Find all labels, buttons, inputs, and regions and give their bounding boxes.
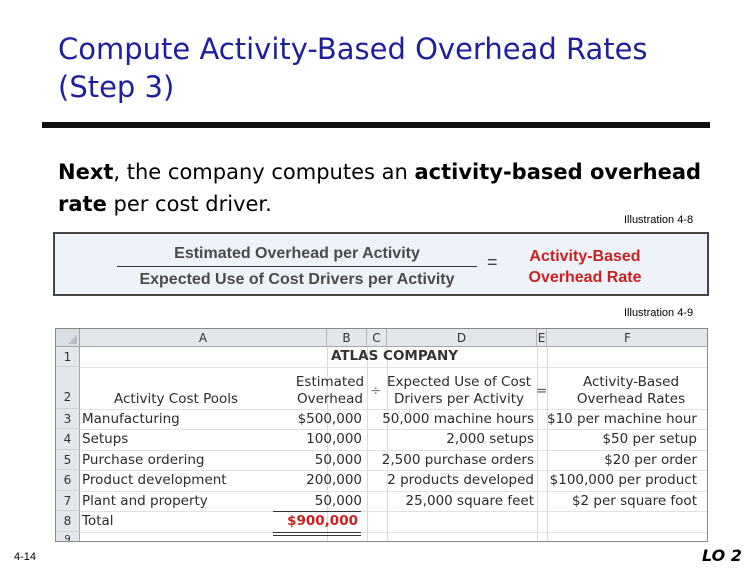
overhead-cell: $500,000: [297, 411, 362, 427]
row-header[interactable]: 4: [56, 429, 80, 450]
formula-denominator: Expected Use of Cost Drivers per Activity: [139, 271, 455, 288]
overhead-cell: 200,000: [306, 472, 362, 488]
equals-sign: =: [536, 383, 548, 399]
illustration-label-4-8: Illustration 4-8: [624, 214, 694, 226]
rate-cell: $100,000 per product: [549, 472, 697, 488]
spreadsheet: [55, 328, 708, 542]
rate-cell: $2 per square foot: [571, 493, 697, 509]
learning-objective: LO 2: [702, 546, 742, 565]
illustration-label-4-9: Illustration 4-9: [624, 307, 694, 319]
pool-cell: Purchase ordering: [82, 452, 205, 468]
title-line-1: Compute Activity-Based Overhead Rates: [58, 32, 648, 66]
column-header-c[interactable]: C: [367, 329, 387, 347]
column-header-b[interactable]: B: [327, 329, 367, 347]
slide-title: [58, 30, 648, 106]
rate-cell: $50 per setup: [602, 431, 697, 447]
header-estimated-overhead: Estimated Overhead: [295, 374, 365, 407]
pool-cell: Product development: [82, 472, 227, 488]
title-divider: [42, 122, 710, 128]
column-header-d[interactable]: D: [387, 329, 537, 347]
formula-fraction: [117, 243, 477, 290]
row-header[interactable]: 1: [56, 347, 80, 367]
formula-result: Activity-Based Overhead Rate: [528, 248, 642, 286]
header-activity-cost-pools: Activity Cost Pools: [114, 391, 239, 407]
fraction-bar: [117, 266, 477, 267]
total-double-underline: [273, 532, 361, 536]
formula-box: [53, 232, 709, 296]
overhead-cell: 50,000: [314, 452, 362, 468]
rate-cell: $20 per order: [604, 452, 697, 468]
pool-cell: Manufacturing: [82, 411, 180, 427]
drivers-cell: 2,500 purchase orders: [381, 452, 534, 468]
column-header-f[interactable]: F: [547, 329, 708, 347]
overhead-cell: 50,000: [314, 493, 362, 509]
body-paragraph: [58, 156, 718, 220]
row-header[interactable]: 7: [56, 491, 80, 511]
column-header-a[interactable]: A: [80, 329, 327, 347]
rate-cell: $10 per machine hour: [546, 411, 697, 427]
formula-equals: =: [487, 252, 498, 272]
row-header[interactable]: 5: [56, 450, 80, 470]
total-top-rule: [273, 511, 361, 512]
header-expected-use: Expected Use of Cost Drivers per Activity: [386, 374, 532, 407]
header-overhead-rates: Activity-Based Overhead Rates: [576, 374, 686, 407]
row-header[interactable]: 8: [56, 511, 80, 532]
divide-sign: ÷: [370, 383, 382, 399]
pool-cell: Plant and property: [82, 493, 208, 509]
row-header[interactable]: 9: [56, 532, 80, 542]
drivers-cell: 50,000 machine hours: [382, 411, 534, 427]
column-header-e[interactable]: E: [537, 331, 546, 345]
total-value: $900,000: [287, 513, 358, 529]
pool-cell: Setups: [82, 431, 129, 447]
body-emphasis-rate: rate: [58, 192, 107, 216]
select-all-corner[interactable]: [56, 329, 80, 347]
row-header[interactable]: 2: [56, 367, 80, 409]
body-emphasis-next: Next: [58, 160, 114, 184]
company-title: ATLAS COMPANY: [330, 348, 459, 364]
body-text-1: , the company computes an: [113, 160, 415, 184]
row-header[interactable]: 6: [56, 470, 80, 491]
body-emphasis-abo: activity-based overhead: [414, 160, 702, 184]
title-line-2: (Step 3): [58, 70, 175, 104]
drivers-cell: 2,000 setups: [446, 431, 534, 447]
page-number: 4-14: [14, 551, 37, 563]
drivers-cell: 2 products developed: [387, 472, 534, 488]
drivers-cell: 25,000 square feet: [405, 493, 534, 509]
overhead-cell: 100,000: [306, 431, 362, 447]
total-label: Total: [82, 513, 114, 529]
row-header[interactable]: 3: [56, 409, 80, 429]
body-text-2: per cost driver.: [106, 192, 272, 216]
formula-numerator: Estimated Overhead per Activity: [174, 245, 420, 262]
